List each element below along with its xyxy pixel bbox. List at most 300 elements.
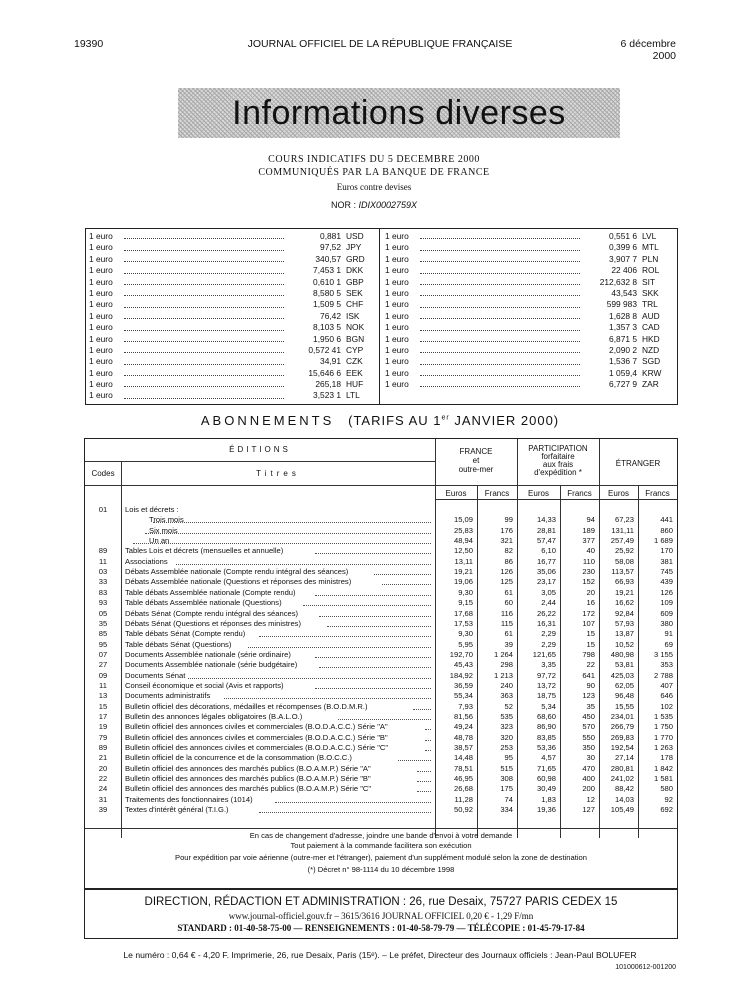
rate-label: 1 euro <box>385 242 409 253</box>
rate-leader <box>124 254 284 262</box>
row-code: 09 <box>98 670 108 680</box>
intro-line-1: COURS INDICATIFS DU 5 DECEMBRE 2000 <box>268 154 480 165</box>
row-price: 745 <box>660 567 673 577</box>
row-leader <box>303 598 431 606</box>
row-code: 05 <box>98 608 108 618</box>
row-leader <box>374 567 431 575</box>
rate-label: 1 euro <box>385 276 409 287</box>
rate-row <box>382 379 672 390</box>
row-price: 50,92 <box>453 805 473 815</box>
row-price: 68,60 <box>536 712 556 721</box>
row-code: 33 <box>98 577 108 587</box>
row-leader <box>338 712 431 720</box>
row-price: 27,14 <box>614 753 634 763</box>
rate-leader <box>420 265 580 273</box>
row-leader <box>224 691 431 699</box>
row-price: 9,30 <box>458 629 473 639</box>
rate-row <box>382 345 672 356</box>
row-price: 52 <box>504 701 513 711</box>
row-price: 19,36 <box>536 805 556 815</box>
row-price: 61 <box>504 629 513 639</box>
row-price: 192,54 <box>610 743 634 753</box>
subscription-row <box>85 733 677 743</box>
row-title: Documents Assemblée nationale (série ordinaire) <box>125 649 291 659</box>
row-price: 15,09 <box>453 515 473 525</box>
subscription-row <box>85 722 677 732</box>
row-price: 110 <box>582 556 595 566</box>
rate-leader <box>124 299 284 307</box>
row-title: Bulletin officiel des décorations, médailles et récompenses (B.O.D.M.R.) <box>125 701 368 711</box>
row-title: Six mois <box>149 525 178 535</box>
row-leader <box>153 515 432 523</box>
row-price: 123 <box>582 691 595 701</box>
row-price: 308 <box>500 774 513 784</box>
row-leader <box>315 546 431 554</box>
row-price: 298 <box>500 660 513 670</box>
rate-value: 1,536 7 <box>609 356 637 367</box>
row-price: 266,79 <box>610 722 634 732</box>
subscription-row <box>85 609 677 619</box>
row-code: 24 <box>98 784 108 794</box>
rate-row <box>382 356 672 367</box>
direction-phones: STANDARD : 01-40-58-75-00 — RENSEIGNEMENTS : 01-40-58-79-79 — TÉLÉCOPIE : 01-45-79-17-84 <box>177 923 585 933</box>
row-leader <box>417 774 431 782</box>
row-code: 89 <box>98 743 108 753</box>
rate-currency: PLN <box>642 253 659 264</box>
rate-currency: BGN <box>346 333 365 344</box>
row-price: 57,47 <box>536 536 556 546</box>
row-code: 27 <box>98 660 108 670</box>
row-leader <box>315 588 431 596</box>
rate-value: 1,357 3 <box>609 322 637 333</box>
row-price: 35,06 <box>536 567 556 577</box>
row-price: 81,56 <box>453 712 473 721</box>
rate-currency: USD <box>346 231 364 241</box>
rate-label: 1 euro <box>385 265 409 276</box>
row-title: Bulletin officiel des annonces des marchés publics (B.O.A.M.P.) Série "A" <box>125 763 371 773</box>
row-price: 18,75 <box>536 691 556 701</box>
rate-leader <box>420 254 580 262</box>
row-price: 323 <box>500 722 513 732</box>
rate-currency: MTL <box>642 242 659 253</box>
tarifs-text-start: (TARIFS AU 1 <box>348 413 442 428</box>
etranger-header: ÉTRANGER <box>615 459 661 468</box>
row-title: Trois mois <box>149 515 184 525</box>
participation-euros-header: Euros <box>528 489 549 498</box>
subscription-row <box>85 743 677 753</box>
rate-leader <box>124 334 284 342</box>
direction-address: DIRECTION, RÉDACTION ET ADMINISTRATION : 26, rue Desaix, 75727 PARIS CEDEX 15 <box>144 896 618 908</box>
row-code: 17 <box>98 712 108 721</box>
row-price: 269,83 <box>610 732 634 742</box>
row-price: 94 <box>586 515 595 525</box>
row-leader <box>425 722 431 730</box>
row-price: 15,55 <box>614 701 634 711</box>
subscription-row <box>85 753 677 763</box>
row-price: 20 <box>586 587 595 597</box>
payment-note: Tout paiement à la commande facilitera son exécution <box>290 841 472 850</box>
row-price: 6,10 <box>541 546 556 556</box>
decree-note: (*) Décret n° 98-1114 du 10 décembre 1998 <box>307 865 455 874</box>
nor-label: NOR : <box>330 200 356 210</box>
subscription-row <box>85 671 677 681</box>
row-price: 26,68 <box>453 784 473 794</box>
rate-currency: SGD <box>642 356 661 367</box>
row-price: 53,36 <box>536 743 556 753</box>
participation-line-2: forfaitaire <box>541 452 575 461</box>
row-code: 21 <box>98 753 108 763</box>
row-price: 280,81 <box>610 763 634 773</box>
row-price: 40 <box>586 546 595 556</box>
rate-value: 2,090 2 <box>609 344 637 355</box>
rate-label: 1 euro <box>89 253 113 264</box>
row-title: Débats Assemblée nationale (Questions et réponses des ministres) <box>125 577 352 587</box>
intro-line-2: COMMUNIQUÉS PAR LA BANQUE DE FRANCE <box>258 167 490 178</box>
rate-row <box>86 242 376 253</box>
row-price: 2,29 <box>541 639 556 649</box>
rate-value: 6,727 9 <box>609 379 637 390</box>
row-code: 22 <box>98 774 108 784</box>
row-price: 439 <box>660 577 673 587</box>
rate-row <box>382 277 672 288</box>
footer-code: 101000612-001200 <box>615 964 676 971</box>
rate-leader <box>420 334 580 342</box>
row-leader <box>133 536 431 544</box>
row-price: 22 <box>586 660 595 670</box>
row-title: Un an <box>149 536 170 546</box>
rate-currency: AUD <box>642 310 660 321</box>
rate-label: 1 euro <box>89 390 113 401</box>
nor-reference <box>0 200 748 210</box>
rate-leader <box>124 277 284 285</box>
rate-leader <box>420 242 580 250</box>
rate-row <box>86 277 376 288</box>
subscription-row <box>85 536 677 546</box>
row-leader <box>259 629 431 637</box>
row-price: 170 <box>660 546 673 556</box>
rate-currency: SKK <box>642 287 659 298</box>
rate-label: 1 euro <box>385 322 409 333</box>
row-code: 35 <box>98 618 108 628</box>
row-price: 2,44 <box>541 598 556 608</box>
row-leader <box>417 784 431 792</box>
rate-currency: CAD <box>642 322 660 333</box>
subscriptions-table <box>84 438 678 840</box>
rate-label: 1 euro <box>385 344 409 355</box>
abonnements-heading <box>0 413 748 428</box>
rate-row <box>382 311 672 322</box>
row-price: 798 <box>582 649 595 659</box>
row-price: 62,05 <box>614 680 634 690</box>
row-price: 60 <box>504 598 513 608</box>
rate-label: 1 euro <box>89 231 113 241</box>
row-price: 102 <box>660 701 673 711</box>
row-price: 1,83 <box>541 794 556 804</box>
row-price: 53,81 <box>614 660 634 670</box>
row-price: 1 581 <box>653 774 673 784</box>
rate-leader <box>124 368 284 376</box>
rate-leader <box>124 231 284 239</box>
row-price: 10,52 <box>614 639 634 649</box>
rate-leader <box>420 299 580 307</box>
row-price: 25,92 <box>614 546 634 556</box>
rate-value: 0,399 6 <box>609 242 637 253</box>
row-price: 692 <box>660 805 673 815</box>
subscription-row <box>85 598 677 608</box>
rate-row <box>86 311 376 322</box>
row-leader <box>176 557 431 565</box>
notes-box <box>84 827 678 889</box>
france-line-3: outre-mer <box>458 465 494 474</box>
banner <box>178 88 620 138</box>
subscription-row <box>85 691 677 701</box>
rate-label: 1 euro <box>89 367 113 378</box>
row-price: 82 <box>504 546 513 556</box>
row-leader <box>188 671 431 679</box>
row-price: 1 750 <box>653 722 673 732</box>
row-price: 127 <box>582 805 595 815</box>
row-price: 200 <box>582 784 595 794</box>
rate-row <box>86 322 376 333</box>
footer-line: Le numéro : 0,64 € - 4,20 F. Imprimerie, 26, rue Desaix, Paris (15ᵉ). – Le préfet, Directeur des Journaux officiels : Jean-Paul BOLUFER <box>123 950 637 960</box>
rate-row <box>86 231 376 242</box>
rate-leader <box>420 231 580 239</box>
row-code: 13 <box>98 691 108 701</box>
rate-label: 1 euro <box>89 287 113 298</box>
rate-label: 1 euro <box>89 276 113 287</box>
row-price: 5,34 <box>541 701 556 711</box>
rate-value: 1,628 8 <box>609 310 637 321</box>
row-leader <box>275 795 431 803</box>
row-price: 16,77 <box>536 556 556 566</box>
rate-value: 0,610 1 <box>313 276 341 287</box>
rate-value: 43,543 <box>611 287 637 298</box>
row-title: Tables Lois et décrets (mensuelles et annuelle) <box>125 546 284 556</box>
address-change-note: En cas de changement d'adresse, joindre une bande d'envoi à votre demande <box>249 831 513 840</box>
row-price: 646 <box>660 691 673 701</box>
rate-label: 1 euro <box>385 299 409 310</box>
row-title: Documents Sénat <box>125 670 186 680</box>
row-price: 116 <box>500 608 513 618</box>
direction-box <box>84 888 678 939</box>
row-leader <box>315 681 431 689</box>
rate-label: 1 euro <box>385 231 409 241</box>
subscription-row <box>85 660 677 670</box>
row-price: 99 <box>504 515 513 525</box>
rate-currency: CZK <box>346 356 363 367</box>
row-price: 25,83 <box>453 525 473 535</box>
rate-row <box>86 265 376 276</box>
intro-line-3: Euros contre devises <box>336 182 412 192</box>
rate-row <box>86 288 376 299</box>
rate-value: 3,907 7 <box>609 253 637 264</box>
rate-label: 1 euro <box>89 344 113 355</box>
rate-label: 1 euro <box>89 265 113 276</box>
subscription-row <box>85 515 677 525</box>
row-price: 9,15 <box>458 598 473 608</box>
rate-leader <box>124 390 284 398</box>
row-price: 1 689 <box>653 536 673 546</box>
row-price: 1 263 <box>653 743 673 753</box>
subscription-row <box>85 640 677 650</box>
row-price: 4,57 <box>541 753 556 763</box>
row-title: Bulletin officiel des annonces civiles et commerciales (B.O.D.A.C.C.) Série "C" <box>125 743 389 753</box>
row-price: 570 <box>582 722 595 732</box>
row-price: 48,94 <box>453 536 473 546</box>
rate-row <box>86 254 376 265</box>
row-price: 88,42 <box>614 784 634 794</box>
rate-row <box>382 334 672 345</box>
rate-leader <box>124 311 284 319</box>
row-price: 48,78 <box>453 732 473 742</box>
row-price: 1 842 <box>653 763 673 773</box>
rate-label: 1 euro <box>385 379 409 390</box>
rate-label: 1 euro <box>89 242 113 253</box>
rate-label: 1 euro <box>89 379 113 390</box>
rate-row <box>382 368 672 379</box>
row-code: 39 <box>98 805 108 815</box>
row-price: 121,65 <box>532 649 556 659</box>
rate-value: 0,572 41 <box>308 344 341 355</box>
row-price: 152 <box>582 577 595 587</box>
row-price: 14,48 <box>453 753 473 763</box>
row-title: Débats Sénat (Compte rendu intégral des séances) <box>125 608 299 618</box>
row-price: 3 155 <box>653 649 673 659</box>
row-price: 3,05 <box>541 587 556 597</box>
row-title: Associations <box>125 556 168 566</box>
row-title: Bulletin des annonces légales obligatoires (B.A.L.O.) <box>125 712 303 721</box>
row-leader <box>327 619 432 627</box>
row-price: 441 <box>660 515 673 525</box>
row-price: 175 <box>500 784 513 794</box>
row-price: 1 535 <box>653 712 673 721</box>
row-price: 16 <box>586 598 595 608</box>
row-price: 107 <box>582 618 595 628</box>
rate-currency: ROL <box>642 265 660 276</box>
row-title: Table débats Sénat (Questions) <box>125 639 232 649</box>
rate-label: 1 euro <box>385 356 409 367</box>
row-price: 641 <box>582 670 595 680</box>
row-leader <box>248 640 432 648</box>
participation-francs-header: Francs <box>567 489 592 498</box>
rate-leader <box>124 288 284 296</box>
row-price: 1 770 <box>653 732 673 742</box>
subscription-row <box>85 629 677 639</box>
participation-line-3: aux frais <box>542 460 574 469</box>
row-price: 60,98 <box>536 774 556 784</box>
subscription-row <box>85 702 677 712</box>
rate-currency: NOK <box>346 322 365 333</box>
row-price: 126 <box>500 567 513 577</box>
subscription-row <box>85 681 677 691</box>
row-price: 15 <box>586 629 595 639</box>
row-leader <box>145 526 431 534</box>
rate-row <box>382 322 672 333</box>
subscription-row <box>85 546 677 556</box>
subscription-row <box>85 557 677 567</box>
rates-right-column <box>382 231 672 390</box>
row-price: 36,59 <box>453 680 473 690</box>
rate-currency: HUF <box>346 379 364 390</box>
rates-left-column <box>86 231 376 402</box>
row-price: 69 <box>664 639 673 649</box>
rate-currency: EEK <box>346 367 363 378</box>
row-price: 192,70 <box>449 649 473 659</box>
row-price: 189 <box>582 525 595 535</box>
row-price: 380 <box>660 618 673 628</box>
rate-value: 76,42 <box>320 310 341 321</box>
row-code: 95 <box>98 639 108 649</box>
row-price: 480,98 <box>610 649 634 659</box>
rate-currency: GBP <box>346 276 364 287</box>
row-price: 15 <box>586 639 595 649</box>
row-title: Table débats Assemblée nationale (Questions) <box>125 598 282 608</box>
rate-leader <box>124 356 284 364</box>
rate-leader <box>124 345 284 353</box>
subscription-row <box>85 764 677 774</box>
participation-line-4: d'expédition * <box>534 468 582 477</box>
row-price: 320 <box>500 732 513 742</box>
row-title: Débats Sénat (Questions et réponses des ministres) <box>125 618 302 628</box>
row-price: 45,43 <box>453 660 473 670</box>
row-price: 3,35 <box>541 660 556 670</box>
rate-leader <box>124 242 284 250</box>
rate-label: 1 euro <box>385 310 409 321</box>
row-leader <box>425 733 431 741</box>
row-price: 92,84 <box>614 608 634 618</box>
row-price: 253 <box>500 743 513 753</box>
rate-value: 3,523 1 <box>313 390 341 401</box>
rate-row <box>86 299 376 310</box>
row-price: 580 <box>660 784 673 794</box>
rate-currency: KRW <box>642 367 662 378</box>
row-code: 19 <box>98 722 108 732</box>
row-price: 125 <box>500 577 513 587</box>
rate-row <box>382 265 672 276</box>
row-price: 12 <box>586 794 595 804</box>
row-leader <box>319 609 431 617</box>
rate-row <box>382 254 672 265</box>
air-shipping-note: Pour expédition par voie aérienne (outre-mer et l'étranger), paiement d'un supplément modulé selon la zone de destination <box>175 853 587 862</box>
rate-row <box>86 356 376 367</box>
row-price: 66,93 <box>614 577 634 587</box>
row-price: 39 <box>504 639 513 649</box>
row-price: 257,49 <box>610 536 634 546</box>
tarifs-text-end: JANVIER 2000) <box>449 413 560 428</box>
row-price: 381 <box>660 556 673 566</box>
rate-label: 1 euro <box>385 253 409 264</box>
row-price: 55,34 <box>453 691 473 701</box>
rate-value: 15,646 6 <box>308 367 341 378</box>
row-leader <box>382 577 431 585</box>
rate-value: 599 983 <box>606 299 637 310</box>
rate-currency: NZD <box>642 344 660 355</box>
row-title: Traitements des fonctionnaires (1014) <box>125 794 253 804</box>
france-line-2: et <box>472 456 480 465</box>
row-price: 49,24 <box>453 722 473 732</box>
row-title: Bulletin officiel des annonces des marchés publics (B.O.A.M.P.) Série "B" <box>125 774 371 784</box>
row-price: 26,22 <box>536 608 556 618</box>
row-price: 109 <box>660 598 673 608</box>
rate-row <box>86 368 376 379</box>
row-price: 16,62 <box>614 598 634 608</box>
rate-label: 1 euro <box>385 367 409 378</box>
row-price: 350 <box>582 743 595 753</box>
row-title: Conseil économique et social (Avis et rapports) <box>125 680 284 690</box>
rate-leader <box>420 368 580 376</box>
row-price: 95 <box>504 753 513 763</box>
row-price: 67,23 <box>614 515 634 525</box>
